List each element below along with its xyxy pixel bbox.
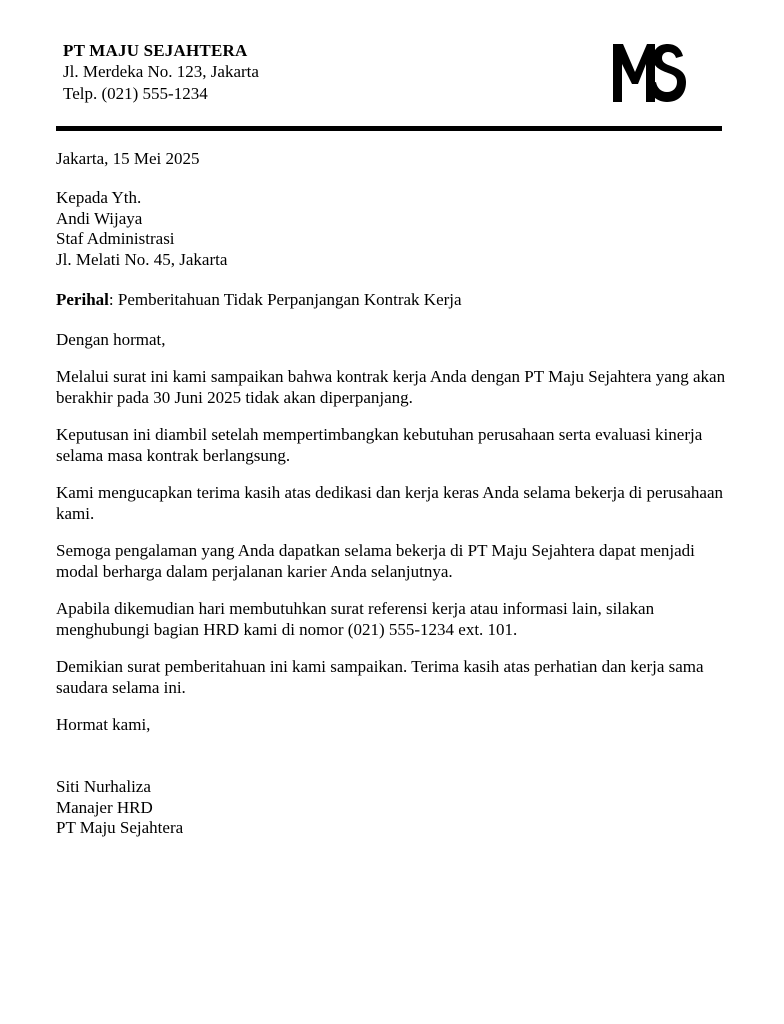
recipient-address: Jl. Melati No. 45, Jakarta: [56, 249, 228, 269]
signature-block: [56, 777, 726, 839]
signer-name: Siti Nurhaliza: [56, 777, 151, 796]
recipient-block: [56, 188, 726, 270]
company-name: PT MAJU SEJAHTERA: [63, 41, 248, 60]
recipient-salutation: Kepada Yth.: [56, 188, 142, 207]
paragraph: Apabila dikemudian hari membutuhkan surat referensi kerja atau informasi lain, silakan menghubungi bagian HRD kami di nomor (021) 555-1234 ext. 101.: [56, 599, 655, 639]
signer-title: Manajer HRD: [56, 797, 153, 817]
subject-text: : Pemberitahuan Tidak Perpanjangan Kontrak Kerja: [108, 290, 462, 309]
letterhead-divider: [56, 126, 722, 131]
paragraph: Keputusan ini diambil setelah mempertimbangkan kebutuhan perusahaan serta evaluasi kinerja selama masa kontrak berlangsung.: [56, 425, 703, 465]
company-phone: Telp. (021) 555-1234: [63, 84, 208, 103]
signer-company: PT Maju Sejahtera: [56, 818, 184, 837]
company-address: Jl. Merdeka No. 123, Jakarta: [63, 62, 259, 81]
greeting: Dengan hormat,: [56, 330, 166, 349]
paragraph: Kami mengucapkan terima kasih atas dedikasi dan kerja keras Anda selama bekerja di perusahaan kami.: [56, 483, 723, 523]
letter-body: [56, 148, 726, 839]
letterhead: [63, 40, 463, 105]
paragraph: Demikian surat pemberitahuan ini kami sampaikan. Terima kasih atas perhatian dan kerja sama saudara selama ini.: [56, 657, 704, 697]
letter-date: Jakarta, 15 Mei 2025: [56, 149, 200, 168]
recipient-name: Andi Wijaya: [56, 208, 143, 228]
company-logo: [611, 42, 687, 102]
subject-line: [56, 289, 726, 310]
recipient-position: Staf Administrasi: [56, 229, 175, 248]
subject-label: Perihal: [56, 290, 109, 309]
paragraph: Semoga pengalaman yang Anda dapatkan selama bekerja di PT Maju Sejahtera dapat menjadi modal berharga dalam perjalanan karier Anda selanjutnya.: [56, 541, 695, 581]
paragraph: Melalui surat ini kami sampaikan bahwa kontrak kerja Anda dengan PT Maju Sejahtera yang akan berakhir pada 30 Juni 2025 tidak akan diperpanjang.: [56, 367, 726, 407]
closing: Hormat kami,: [56, 715, 151, 734]
